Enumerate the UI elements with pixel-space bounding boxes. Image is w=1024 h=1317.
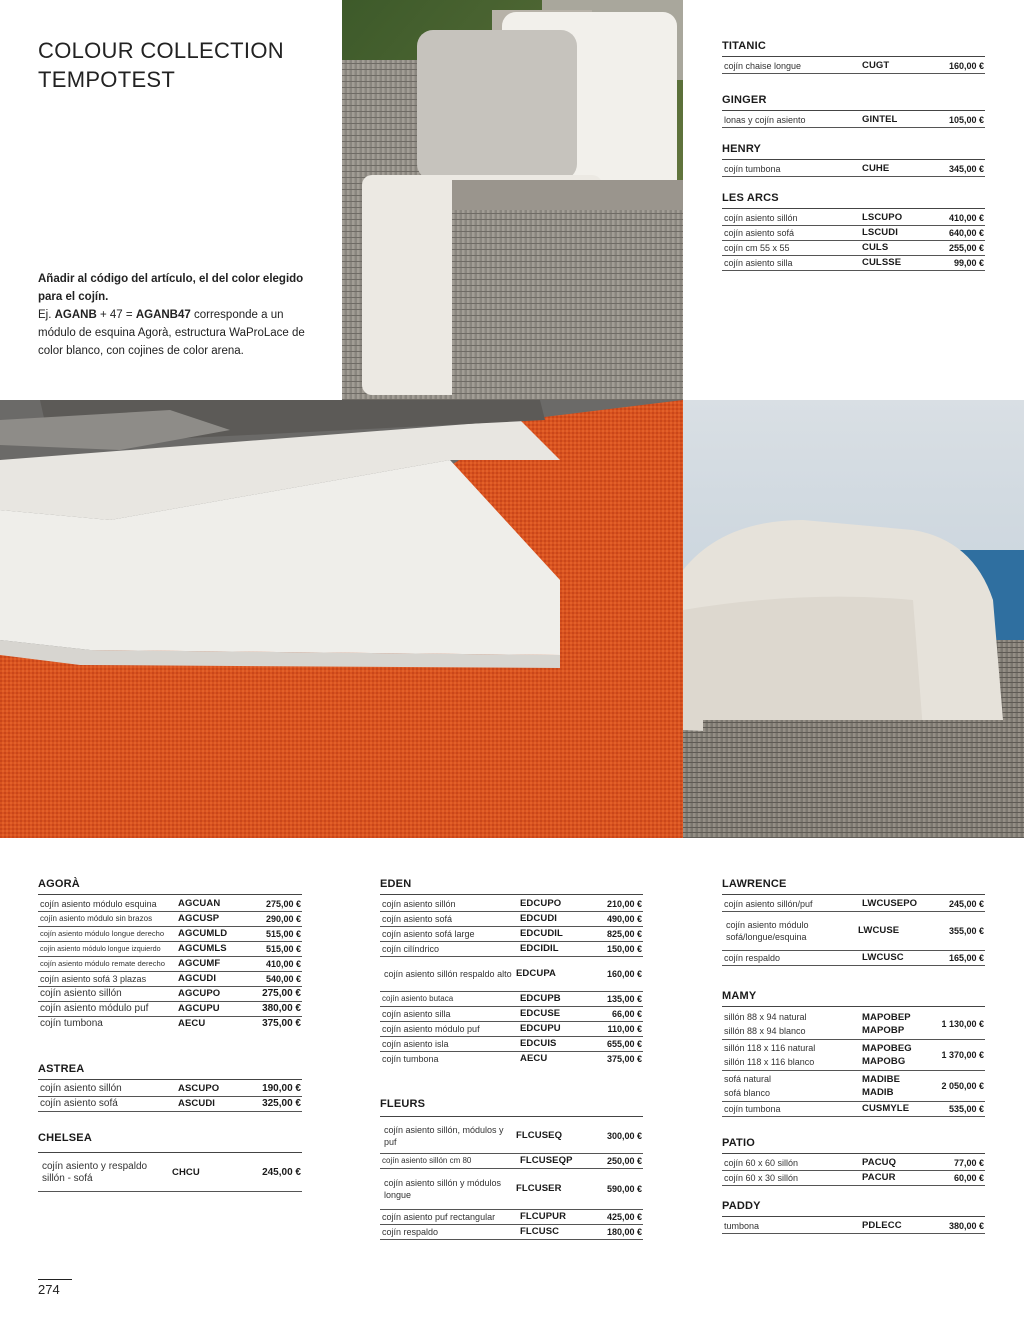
section-title: ASTREA [38,1063,302,1080]
item-code: EDCIDIL [520,943,559,954]
item-description: cojín asiento módulo puf [382,1024,480,1034]
item-code [862,1073,932,1099]
item-description: cojín asiento y respaldo sillón - sofá [42,1161,148,1184]
item-price: 515,00 € [265,944,301,954]
section-fleurs [380,1098,643,1240]
section-title: MAMY [722,990,985,1007]
table-row [38,1155,302,1192]
item-description: cojín asiento sillón respaldo alto [384,969,512,979]
table-row [722,1102,985,1117]
section-title: GINGER [722,94,985,111]
item-price: 355,00 € [948,926,984,936]
item-price: 245,00 € [262,1167,301,1178]
table-row [722,1009,985,1040]
item-description: cojín asiento módulo remate derecho [40,959,165,968]
section-eden [380,878,643,1066]
table-row [380,1119,643,1154]
item-description: cojín asiento sillón [382,899,456,909]
item-code: FLCUSEQ [516,1130,563,1141]
section-henry [722,143,985,177]
table-row [38,912,302,927]
item-description: cojín asiento sillón [40,1083,122,1094]
table-row [380,1225,643,1240]
item-description [722,1010,862,1038]
item-description: cojín cm 55 x 55 [724,243,790,253]
item-description: tumbona [724,1221,760,1231]
magazine-on-orange-fabric-photo [0,400,683,838]
item-description: cojín tumbona [724,1104,781,1114]
item-price: 1 370,00 € [941,1050,984,1060]
wicker-sofa-by-sea-photo [683,400,1024,838]
item-code: AGCUMLD [178,928,228,939]
item-price: 275,00 € [262,988,301,999]
table-row [722,1040,985,1071]
section-title: LES ARCS [722,192,985,209]
item-description: cojín asiento silla [724,258,793,268]
item-description: cojín asiento módulo sin brazos [40,914,153,923]
item-price: 515,00 € [265,929,301,939]
item-price: 410,00 € [265,959,301,969]
item-code-variant-2: MAPOBP [862,1025,905,1036]
intro-text [38,270,313,360]
section-les-arcs [722,192,985,271]
section-title: EDEN [380,878,643,895]
item-description-variant-2: sofá blanco [724,1088,771,1098]
item-price: 2 050,00 € [941,1081,984,1091]
item-code-variant-1: MADIBE [862,1074,901,1085]
section-title: LAWRENCE [722,878,985,895]
table-row [722,1219,985,1234]
page-number: 274 [38,1279,72,1297]
item-code: LSCUDI [862,227,898,238]
table-row [38,1017,302,1031]
item-code: AGCUAN [178,898,221,909]
item-code: PACUR [862,1172,896,1183]
item-price: 640,00 € [948,228,984,238]
item-price: 135,00 € [606,994,642,1004]
item-code: CHCU [172,1167,200,1178]
table-row [722,226,985,241]
section-chelsea [38,1132,302,1192]
section-ginger [722,94,985,128]
table-row [38,972,302,987]
item-description-variant-2: sillón 118 x 116 blanco [724,1057,815,1067]
table-row [722,1171,985,1186]
item-description: cojín asiento módulo longue izquierdo [40,944,161,953]
table-row [380,1037,643,1052]
table-row [722,897,985,912]
item-price: 255,00 € [948,243,984,253]
table-row [380,912,643,927]
table-row [722,951,985,966]
item-description: cojín asiento sillón [724,213,798,223]
item-description [722,1072,862,1100]
item-description: cojín asiento sofá [382,914,453,924]
table-row [722,211,985,226]
item-description [722,1041,862,1069]
item-code: EDCUPA [516,968,557,979]
section-title: CHELSEA [38,1132,302,1153]
item-description: cojín tumbona [40,1018,103,1029]
item-code: EDCUIS [520,1038,557,1049]
item-description: cojín asiento butaca [382,994,454,1003]
item-price: 540,00 € [265,974,301,984]
section-title: AGORÀ [38,878,302,895]
table-row [380,1210,643,1225]
item-code-variant-1: MAPOBEP [862,1012,911,1023]
item-code [862,1042,932,1068]
section-title: PATIO [722,1137,985,1154]
table-row [722,59,985,74]
item-code: AGCUMF [178,958,221,969]
section-title: FLEURS [380,1098,643,1117]
item-code: GINTEL [862,114,898,125]
item-price: 380,00 € [262,1003,301,1014]
table-row [38,957,302,972]
item-price: 110,00 € [607,1024,642,1034]
item-code: AGCUPO [178,988,221,999]
item-description: cojín asiento sillón y módulos longue [384,1178,502,1200]
item-price: 655,00 € [606,1039,642,1049]
item-code: PACUQ [862,1157,897,1168]
table-row [380,1169,643,1210]
item-description: cojín asiento sofá 3 plazas [40,974,147,984]
item-price: 410,00 € [948,213,984,223]
item-code: EDCUPO [520,898,562,909]
item-description-variant-2: sillón 88 x 94 blanco [724,1026,806,1036]
intro-bold: Añadir al código del artículo, el del color elegido para el cojín. [38,273,304,303]
section-astrea [38,1063,302,1112]
item-description: cojín asiento isla [382,1039,449,1049]
item-price: 375,00 € [262,1018,301,1029]
item-code: AGCUPU [178,1003,220,1014]
item-price: 105,00 € [948,115,984,125]
item-description: cojín asiento sillón, módulos y puf [384,1125,504,1147]
item-description: cojín chaise longue [724,61,802,71]
item-description: cojín respaldo [382,1227,439,1237]
item-code: FLCUPUR [520,1211,567,1222]
item-code: EDCUSE [520,1008,561,1019]
item-description-variant-1: sillón 118 x 116 natural [724,1043,816,1053]
table-row [380,1052,643,1066]
item-code: CUSMYLE [862,1103,910,1114]
item-description: cojín asiento sillón/puf [724,899,813,909]
item-code: FLCUSEQP [520,1155,573,1166]
section-title: TITANIC [722,40,985,57]
item-price: 1 130,00 € [941,1019,984,1029]
section-lawrence [722,878,985,966]
item-description-variant-1: sofá natural [724,1074,772,1084]
intro-example-prefix: Ej. [38,309,55,321]
title-line-2: TEMPOTEST [38,67,176,92]
item-code: ASCUPO [178,1083,220,1094]
intro-example-code-1: AGANB [54,309,97,321]
section-title: HENRY [722,143,985,160]
item-code: EDCUPU [520,1023,561,1034]
item-description: cojín asiento módulo sofá/longue/esquina [726,920,809,942]
item-description: cojín asiento módulo puf [40,1003,149,1014]
item-price: 425,00 € [606,1212,642,1222]
table-row [380,942,643,957]
item-description: cojín asiento sofá large [382,929,475,939]
section-agora [38,878,302,1031]
intro-example-code-2: AGANB47 [135,309,191,321]
item-description: lonas y cojín asiento [724,115,806,125]
item-price: 66,00 € [611,1009,642,1019]
table-row [38,1082,302,1097]
item-price: 325,00 € [262,1098,301,1109]
table-row [722,113,985,128]
item-price: 245,00 € [948,899,984,909]
item-price: 150,00 € [606,944,642,954]
table-row [38,942,302,957]
item-code: LWCUSC [862,952,904,963]
item-description: cojín asiento módulo longue derecho [40,929,165,938]
item-description: cojín asiento sofá [40,1098,118,1109]
item-price: 490,00 € [606,914,642,924]
item-price: 290,00 € [265,914,301,924]
item-code: FLCUSC [520,1226,560,1237]
item-code: LSCUPO [862,212,903,223]
item-code: AGCUSP [178,913,220,924]
item-code: EDCUDI [520,913,558,924]
item-code: AGCUDI [178,973,217,984]
table-row [380,957,643,992]
item-price: 190,00 € [262,1083,301,1094]
section-patio [722,1137,985,1186]
item-code: AECU [520,1053,548,1064]
wicker-armchair-photo [342,0,683,400]
table-row [380,897,643,912]
table-row [722,1156,985,1171]
table-row [38,927,302,942]
item-price: 99,00 € [953,258,984,268]
item-code: ASCUDI [178,1098,216,1109]
item-code: CUHE [862,163,890,174]
item-description: cojín tumbona [724,164,781,174]
item-price: 375,00 € [606,1054,642,1064]
table-row [380,1154,643,1169]
intro-example-rest: corresponde a un módulo de esquina Agorà, estructura WaProLace de color blanco, con cojines de color arena. [38,309,305,357]
item-price: 165,00 € [948,953,984,963]
table-row [38,1097,302,1112]
item-code: CULSSE [862,257,902,268]
item-description: cojín respaldo [724,953,781,963]
table-row [722,1071,985,1102]
item-code-variant-2: MAPOBG [862,1056,906,1067]
intro-example-mid: + 47 = [96,309,136,321]
section-paddy [722,1200,985,1234]
title-line-1: COLOUR COLLECTION [38,38,284,63]
item-description: cojín asiento sillón [40,988,122,999]
item-description: cojín 60 x 60 sillón [724,1158,799,1168]
item-price: 380,00 € [948,1221,984,1231]
table-row [380,1022,643,1037]
section-title: PADDY [722,1200,985,1217]
item-description: cojín asiento puf rectangular [382,1212,496,1222]
item-price: 160,00 € [948,61,984,71]
item-price: 825,00 € [606,929,642,939]
table-row [722,162,985,177]
item-description: cojín asiento silla [382,1009,451,1019]
table-row [380,927,643,942]
item-price: 345,00 € [948,164,984,174]
item-description: cojín tumbona [382,1054,439,1064]
item-price: 160,00 € [606,969,642,979]
item-code: PDLECC [862,1220,902,1231]
table-row [38,1002,302,1017]
table-row [722,912,985,951]
item-code: AECU [178,1018,206,1029]
item-code: EDCUDIL [520,928,563,939]
item-code-variant-2: MADIB [862,1087,894,1098]
item-description: cojín 60 x 30 sillón [724,1173,799,1183]
item-price: 77,00 € [953,1158,984,1168]
item-price: 300,00 € [606,1131,642,1141]
item-description: cojín asiento sofá [724,228,795,238]
item-code: LWCUSE [858,925,900,936]
section-mamy [722,990,985,1117]
item-price: 210,00 € [606,899,642,909]
item-description: cojín cilíndrico [382,944,440,954]
item-code: FLCUSER [516,1183,562,1194]
item-price: 590,00 € [606,1184,642,1194]
table-row [38,897,302,912]
item-price: 60,00 € [953,1173,984,1183]
item-description: cojín asiento sillón cm 80 [382,1156,472,1165]
item-price: 535,00 € [948,1104,984,1114]
item-description-variant-1: sillón 88 x 94 natural [724,1012,807,1022]
item-price: 180,00 € [606,1227,642,1237]
item-price: 275,00 € [265,899,301,909]
item-code: EDCUPB [520,993,561,1004]
table-row [380,992,643,1007]
item-code: LWCUSEPO [862,898,918,909]
item-code [862,1011,932,1037]
section-titanic [722,40,985,74]
item-price: 250,00 € [606,1156,642,1166]
table-row [38,987,302,1002]
item-description: cojín asiento módulo esquina [40,899,157,909]
item-code-variant-1: MAPOBEG [862,1043,912,1054]
table-row [380,1007,643,1022]
table-row [722,241,985,256]
page-title [38,36,328,94]
table-row [722,256,985,271]
item-code: AGCUMLS [178,943,227,954]
item-code: CULS [862,242,889,253]
item-code: CUGT [862,60,890,71]
